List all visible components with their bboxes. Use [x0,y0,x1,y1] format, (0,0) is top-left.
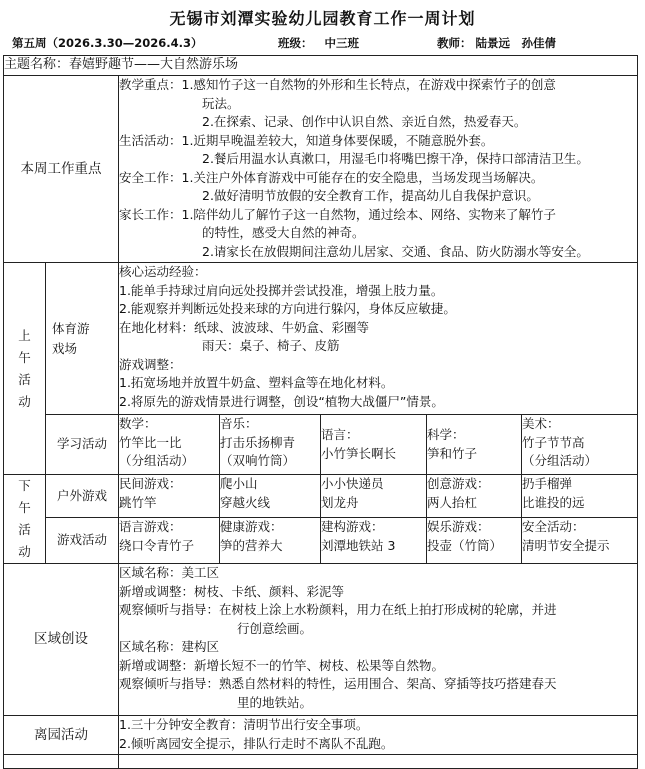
outdoor-cell: 民间游戏： 跳竹竿 [119,475,220,518]
class-label: 班级： [278,36,313,50]
outdoor-cell: 小小快递员 划龙舟 [321,475,427,518]
page-title: 无锡市刘潭实验幼儿园教育工作一周计划 [169,9,476,28]
focus-line: 2.做好清明节放假的安全教育工作，提高幼儿自我保护意识。 [202,188,539,203]
outdoor-cell: 创意游戏： 两人抬杠 [427,475,522,518]
focus-line: 2.在探索、记录、创作中认识自然、亲近自然，热爱春天。 [202,114,527,129]
study-cell: 科学： 笋和竹子 [427,415,522,475]
focus-line: 教学重点：1.感知竹子这一自然物的外形和生长特点，在游戏中探索竹子的创意 [119,77,556,92]
outdoor-label: 户外游戏 [46,475,119,518]
sports-line: 在地化材料：纸球、波波球、牛奶盒、彩圈等 [119,319,370,335]
study-cell: 音乐： 打击乐扬柳青 （双响竹筒） [220,415,321,475]
area-content [119,564,638,716]
area-line: 里的地铁站。 [237,694,313,710]
week-focus-label: 本周工作重点 [4,76,119,263]
sports-line: 雨天：桌子、椅子、皮筋 [202,338,340,353]
sports-line: 1.能单手持球过肩向远处投掷并尝试投准，增强上肢力量。 [119,282,444,298]
area-line: 行创意绘画。 [237,620,313,636]
area-line: 观察倾听与指导：熟悉自然材料的特性，运用围合、架高、穿插等技巧搭建春天 [119,676,557,691]
focus-line: 的特性，感受大自然的神奇。 [202,225,365,240]
focus-line: 玩法。 [202,95,240,111]
games-cell: 健康游戏： 笋的营养大 [220,518,321,564]
leave-line: 1.三十分钟安全教育：清明节出行安全事项。 [119,717,369,732]
games-cell: 语言游戏： 绕口令青竹子 [119,518,220,564]
study-cell: 美术： 竹子节节高 （分组活动） [522,415,638,475]
focus-line: 2.请家长在放假期间注意幼儿居家、交通、食品、防火防溺水等安全。 [202,243,589,259]
leave-label: 离园活动 [4,716,119,755]
sports-content [119,263,638,415]
leave-content [119,716,638,755]
theme-name: 主题名称：春嬉野趣节——大自然游乐场 [4,57,239,73]
study-cell: 语言： 小竹笋长啊长 [321,415,427,475]
teacher-label: 教师： [437,36,472,50]
teacher-names: 陆景远 孙佳倩 [475,36,557,50]
area-line: 观察倾听与指导：在树枝上涂上水粉颜料，用力在纸上拍打形成树的轮廓，并进 [119,602,557,617]
sports-line: 1.拓宽场地并放置牛奶盒、塑料盒等在地化材料。 [119,375,394,390]
games-label: 游戏活动 [46,518,119,564]
week-focus-content [119,76,638,263]
study-cell: 数学： 竹竿比一比 （分组活动） [119,415,220,475]
study-label: 学习活动 [46,415,119,475]
games-cell: 建构游戏： 刘潭地铁站 3 [321,518,427,564]
area-line: 新增或调整：新增长短不一的竹竿、树枝、松果等自然物。 [119,657,445,673]
sports-line: 核心运动经验： [119,264,207,279]
sports-label: 体育游戏场 [46,263,119,415]
leave-line: 2.倾听离园安全提示，排队行走时不离队不乱跑。 [119,735,394,751]
weekly-plan-table [3,55,638,769]
teacher-info [437,35,556,51]
sports-line: 2.能观察并判断远处投来球的方向进行躲闪，身体反应敏捷。 [119,301,456,316]
outdoor-cell: 爬小山 穿越火线 [220,475,321,518]
games-cell: 安全活动： 清明节安全提示 [522,518,638,564]
week-range: 第五周（2026.3.30—2026.4.3） [12,36,203,50]
area-line: 区域名称：建构区 [119,639,220,654]
focus-line: 生活活动：1.近期早晚温差较大，知道身体要保暖，不随意脱外套。 [119,132,494,148]
area-label: 区域创设 [4,564,119,716]
class-info [278,35,359,51]
games-cell: 娱乐游戏： 投壶（竹筒） [427,518,522,564]
area-line: 新增或调整：树枝、卡纸、颜料、彩泥等 [119,583,345,599]
focus-line: 家长工作：1.陪伴幼儿了解竹子这一自然物，通过绘本、网络、实物来了解竹子 [119,206,556,222]
area-line: 区域名称：美工区 [119,565,220,580]
afternoon-label: 下午活动 [4,475,46,564]
theme-row [4,56,638,76]
sports-line: 2.将原先的游戏情景进行调整，创设“植物大战僵尸”情景。 [119,393,444,409]
focus-line: 安全工作：1.关注户外体育游戏中可能存在的安全隐患，当场发现当场解决。 [119,169,544,185]
focus-line: 2.餐后用温水认真漱口，用湿毛巾将嘴巴擦干净，保持口部清洁卫生。 [202,151,589,166]
class-name: 中三班 [324,36,360,50]
morning-label: 上午活动 [4,263,46,475]
sports-line: 游戏调整： [119,356,182,372]
outdoor-cell: 扔手榴弹 比谁投的远 [522,475,638,518]
